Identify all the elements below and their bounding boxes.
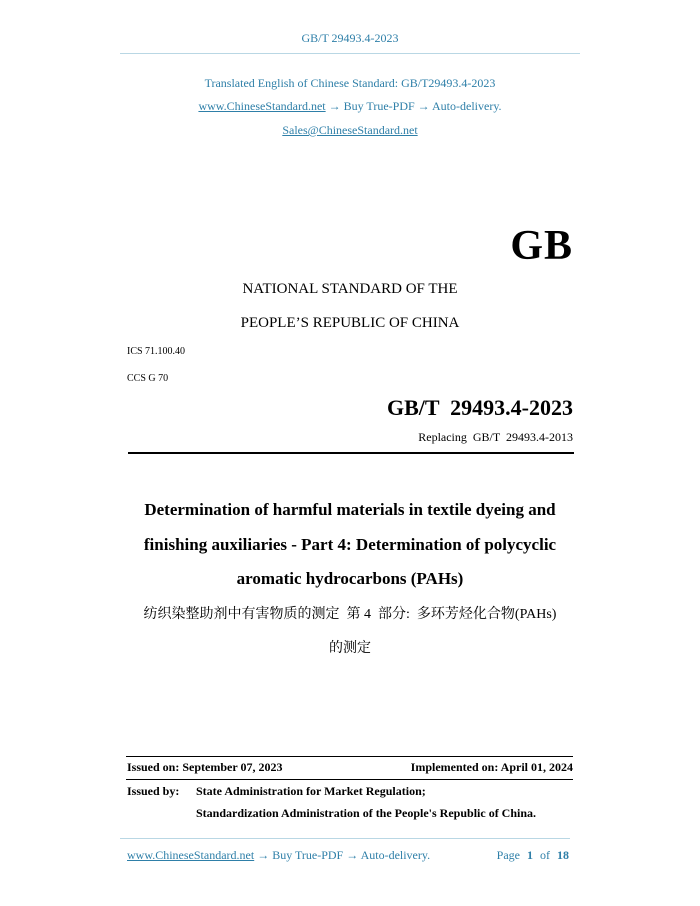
dates-top-divider <box>126 756 573 757</box>
banner-email-link[interactable]: Sales@ChineseStandard.net <box>282 123 418 137</box>
footer-divider <box>120 838 570 839</box>
page-current: 1 <box>527 848 533 862</box>
banner-site-line <box>0 99 700 114</box>
header-divider <box>120 53 580 54</box>
banner-site-suffix: → Buy True-PDF → Auto-delivery. <box>328 99 502 113</box>
ics-code: ICS 71.100.40 <box>127 346 186 357</box>
page-indicator <box>497 848 569 863</box>
title-en-line3: aromatic hydrocarbons (PAHs) <box>236 569 464 588</box>
translation-notice: Translated English of Chinese Standard: GB/T29493.4-2023 <box>204 76 496 90</box>
page-total: 18 <box>557 848 569 862</box>
title-en-line1: Determination of harmful materials in textile dyeing and <box>144 500 556 519</box>
gb-logo-text: GB <box>510 223 573 269</box>
standard-number: GB/T 29493.4-2023 <box>386 395 573 420</box>
issuer-line2: Standardization Administration of the People's Republic of China. <box>196 806 537 820</box>
banner-email-line <box>0 123 700 138</box>
banner-site-link[interactable]: www.ChineseStandard.net <box>198 99 326 113</box>
title-zh-line2: 的测定 <box>329 641 371 656</box>
footer-site-line <box>127 848 430 863</box>
national-standard-line1: NATIONAL STANDARD OF THE <box>242 281 458 297</box>
issued-on-date: Issued on: September 07, 2023 <box>127 760 283 774</box>
ccs-code: CCS G 70 <box>127 373 169 384</box>
dates-bottom-divider <box>126 779 573 780</box>
page-label: Page <box>496 848 520 862</box>
number-divider <box>128 452 574 454</box>
issued-by-label: Issued by: <box>127 784 180 798</box>
replacing-note: Replacing GB/T 29493.4-2013 <box>418 430 573 444</box>
title-en-line2: finishing auxiliaries - Part 4: Determination of polycyclic <box>143 535 557 554</box>
implemented-on-date: Implemented on: April 01, 2024 <box>410 760 573 774</box>
running-header: GB/T 29493.4-2023 <box>301 31 399 45</box>
issuer-line1: State Administration for Market Regulation; <box>196 784 426 798</box>
national-standard-line2: PEOPLE’S REPUBLIC OF CHINA <box>240 315 460 331</box>
page-of: of <box>540 848 550 862</box>
footer-site-suffix: → Buy True-PDF → Auto-delivery. <box>257 848 431 862</box>
title-zh-line1: 纺织染整助剂中有害物质的测定 第 4 部分: 多环芳烃化合物(PAHs) <box>143 607 557 622</box>
footer-site-link[interactable]: www.ChineseStandard.net <box>127 848 255 862</box>
